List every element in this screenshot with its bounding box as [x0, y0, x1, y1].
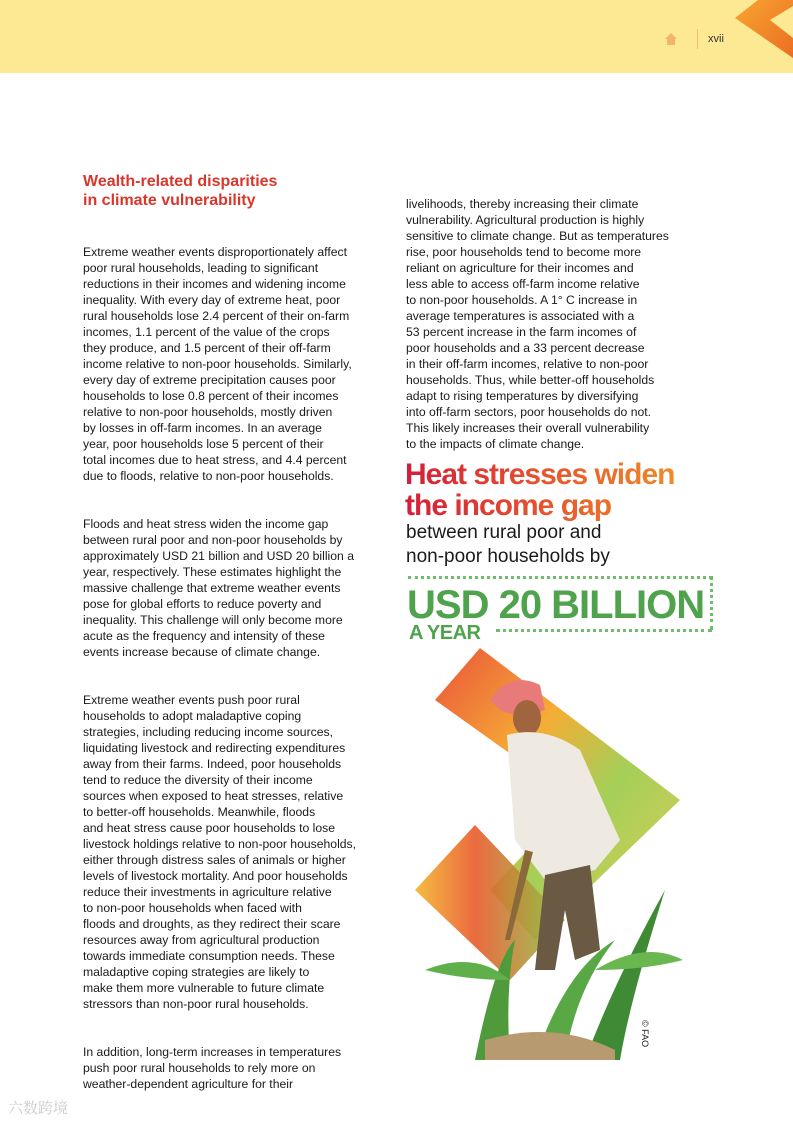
page-number: xvii — [708, 33, 724, 45]
right-column — [406, 180, 706, 484]
farmer-photo — [415, 640, 685, 1060]
paragraph: In addition, long-term increases in temperatures push poor rural households to rely more on weather-dependent agriculture for their — [83, 1045, 342, 1091]
callout-period: A YEAR — [409, 622, 481, 644]
callout-subline: between rural poor and non-poor households by — [406, 522, 610, 567]
dotted-border — [408, 576, 712, 579]
callout-headline: Heat stresses widen the income gap — [405, 458, 675, 522]
page-header — [0, 0, 793, 73]
photo-credit: © FAO — [640, 1020, 650, 1048]
watermark: 六数跨境 — [8, 1100, 69, 1117]
paragraph: Extreme weather events push poor rural households to adopt maladaptive coping strategies, including reducing income sources, liquidating livestock and redirecting expenditures away from their farms. Indeed, poor households tend to reduce the diversity of their income sources when exposed to heat stresses, relative to better-off households. Meanwhile, floods and heat stress cause poor households to lose livestock holdings relative to non-poor households, either through distress sales of animals or higher levels of livestock mortality. And poor households reduce their investments in agriculture relative to non-poor households when faced with floods and droughts, as they redirect their scare resources away from agricultural production towards immediate consumption needs. These maladaptive coping strategies are likely to make them more vulnerable to future climate stressors than non-poor rural households. — [83, 693, 357, 1011]
dotted-border — [496, 629, 712, 632]
paragraph: Floods and heat stress widen the income gap between rural poor and non-poor households by approximately USD 21 billion and USD 20 billion a year, respectively. These estimates highlight the massive challenge that extreme weather events pose for global efforts to reduce poverty and inequality. This challenge will only become more acute as the frequency and intensity of these events increase because of climate change. — [83, 517, 354, 659]
paragraph: Extreme weather events disproportionately affect poor rural households, leading to significant reductions in their incomes and widening income inequality. With every day of extreme heat, poor rural households lose 2.4 percent of their on-farm incomes, 1.1 percent of the value of the crops they produce, and 1.5 percent of their off-farm income relative to non-poor households. Similarly, every day of extreme precipitation causes poor households to lose 0.8 percent of their incomes relative to non-poor households, mostly driven by losses in off-farm incomes. In an average year, poor households lose 5 percent of their total incomes due to heat stress, and 4.4 percent due to floods, relative to non-poor households. — [83, 245, 352, 483]
dotted-border — [710, 576, 713, 630]
chevron-decoration-icon — [730, 0, 793, 60]
paragraph: livelihoods, thereby increasing their climate vulnerability. Agricultural production is highly sensitive to climate change. But as temperatures rise, poor households tend to become more reliant on agriculture for their incomes and less able to access off-farm income relative to non-poor households. A 1° C increase in average temperatures is associated with a 53 percent increase in the farm incomes of poor households and a 33 percent decrease in their off-farm incomes, relative to non-poor households. Thus, while better-off households adapt to rising temperatures by diversifying into off-farm sectors, poor households do not. This likely increases their overall vulnerability to the impacts of climate change. — [406, 197, 669, 451]
section-title: Wealth-related disparities in climate vulnerability — [83, 173, 278, 209]
header-divider — [697, 29, 698, 49]
callout-amount: USD 20 BILLION — [407, 583, 705, 627]
left-column — [83, 228, 393, 1124]
home-icon[interactable] — [664, 32, 678, 46]
